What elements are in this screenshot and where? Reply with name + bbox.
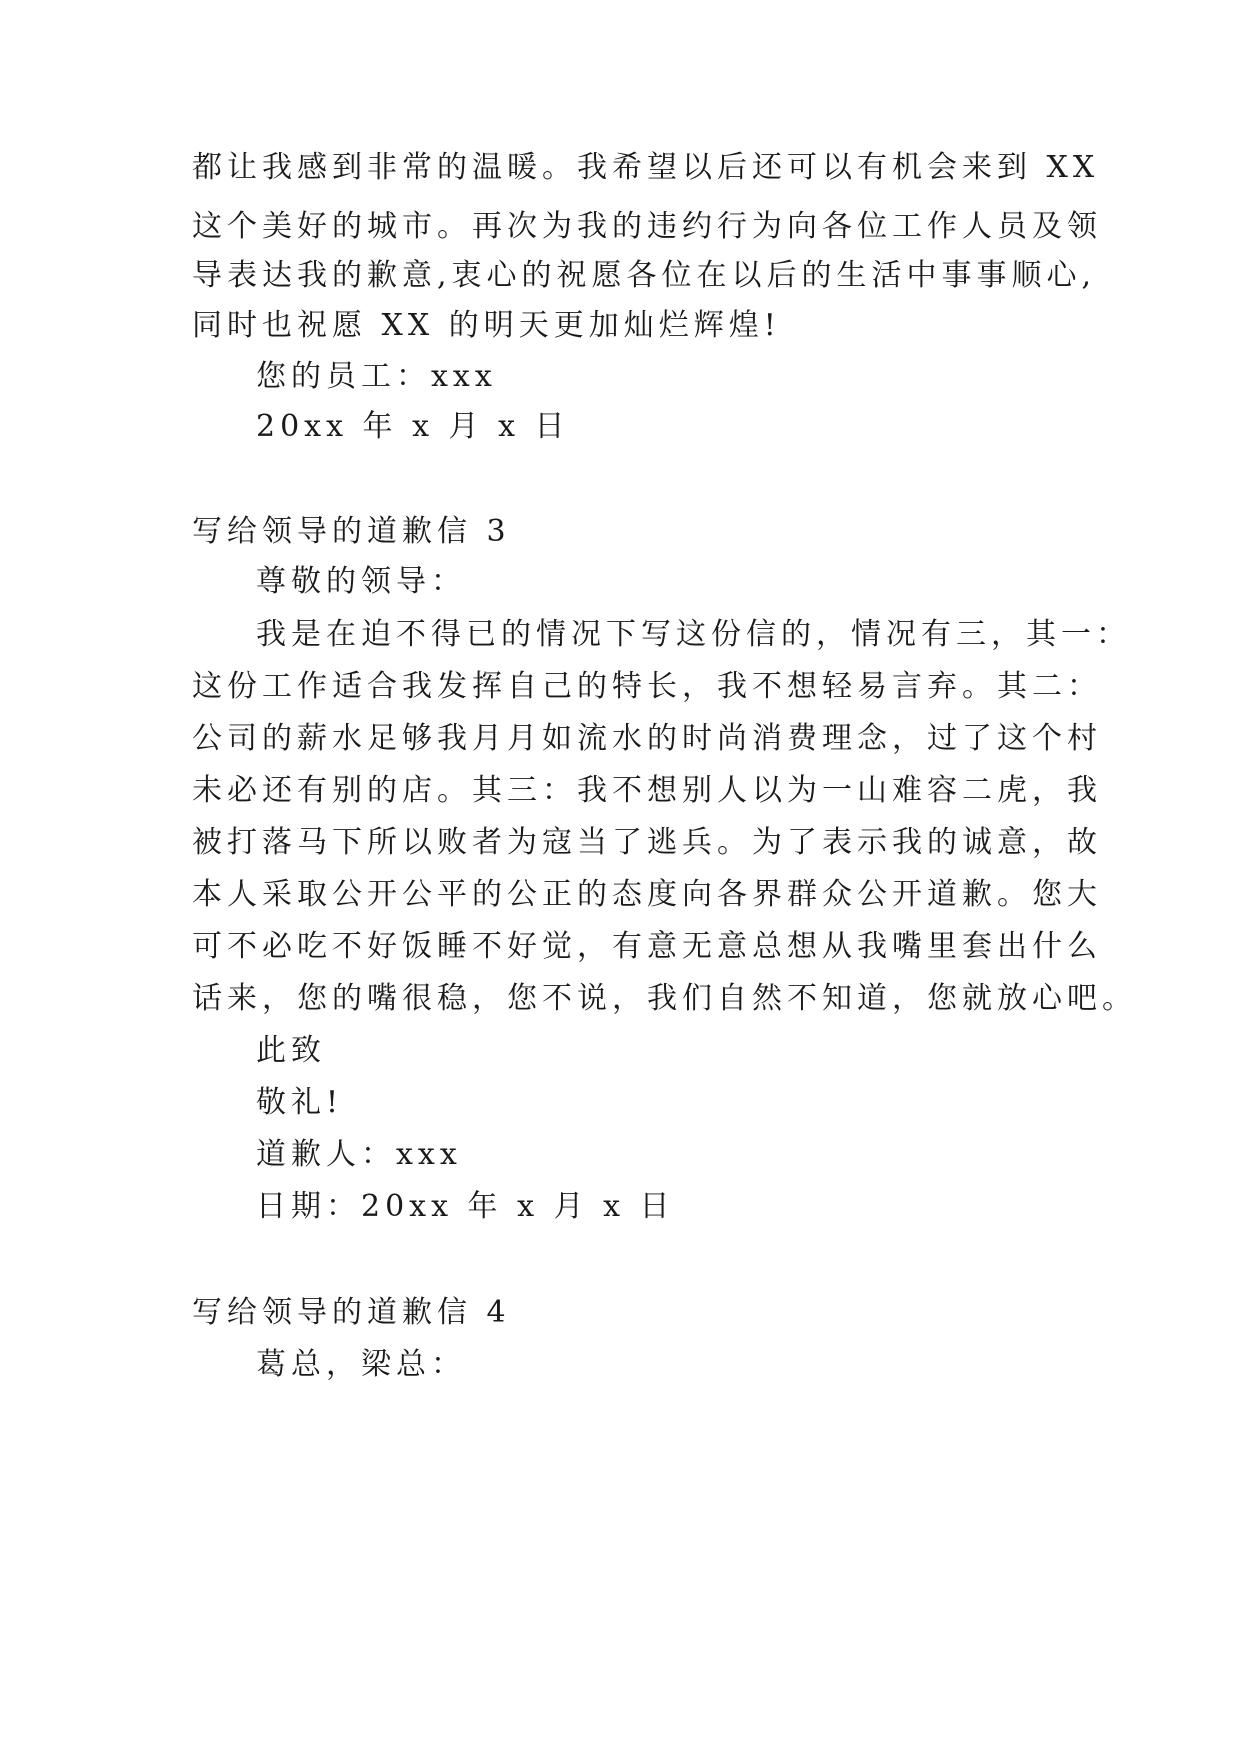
paragraph-line: 公司的薪水足够我月月如流水的时尚消费理念，过了这个村 [192,721,1102,756]
date-line: 日期：20xx 年 x 月 x 日 [256,1189,675,1224]
signature-line: 道歉人：xxx [256,1137,462,1172]
paragraph-line: 这个美好的城市。再次为我的违约行为向各位工作人员及领 [192,209,1102,244]
paragraph-line: 导表达我的歉意,衷心的祝愿各位在以后的生活中事事顺心, [192,258,1097,293]
paragraph-line: 这份工作适合我发挥自己的特长，我不想轻易言弃。其二： [192,669,1102,704]
paragraph-line: 可不必吃不好饭睡不好觉，有意无意总想从我嘴里套出什么 [192,929,1102,964]
paragraph-line: 未必还有别的店。其三：我不想别人以为一山难容二虎，我 [192,773,1102,808]
paragraph-line: 同时也祝愿 XX 的明天更加灿烂辉煌! [192,308,781,343]
closing-line: 此致 [256,1033,326,1068]
section-title: 写给领导的道歉信 4 [192,1295,511,1330]
paragraph-line: 被打落马下所以败者为寇当了逃兵。为了表示我的诚意，故 [192,825,1102,860]
salutation: 尊敬的领导： [256,564,466,599]
paragraph-line: 都让我感到非常的温暖。我希望以后还可以有机会来到 XX [192,150,1100,185]
section-title: 写给领导的道歉信 3 [192,514,511,549]
date-line: 20xx 年 x 月 x 日 [256,409,570,444]
salutation: 葛总，梁总： [256,1347,466,1382]
signature-line: 您的员工：xxx [256,359,497,394]
closing-line: 敬礼! [256,1085,344,1120]
paragraph-line: 本人采取公开公平的公正的态度向各界群众公开道歉。您大 [192,877,1102,912]
paragraph-line: 我是在迫不得已的情况下写这份信的，情况有三，其一： [256,617,1131,652]
paragraph-line: 话来，您的嘴很稳，您不说，我们自然不知道，您就放心吧。 [192,981,1137,1016]
